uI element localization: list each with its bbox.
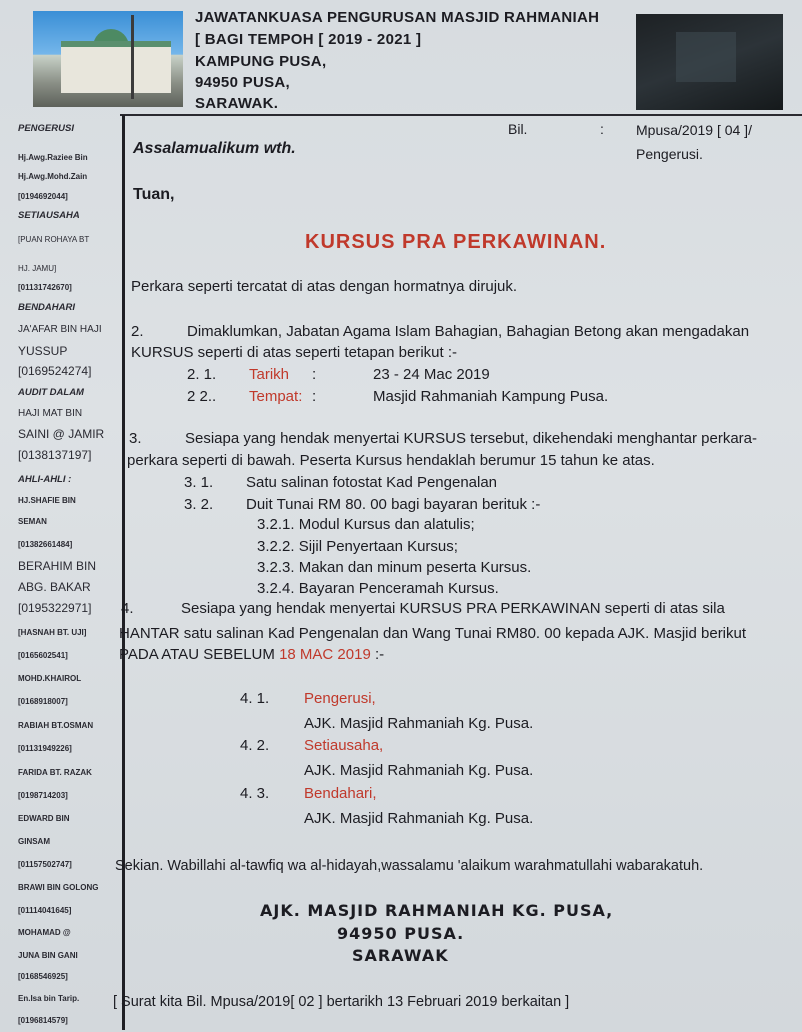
side-line: [01157502747] — [18, 860, 72, 869]
side-ahli: AHLI-AHLI : — [18, 474, 72, 485]
para-4-number: 4. — [121, 600, 134, 617]
item-3-2-text: Duit Tunai RM 80. 00 bagi bayaran berituk :- — [246, 496, 541, 513]
letterhead-line-1: JAWATANKUASA PENGURUSAN MASJID RAHMANIAH — [195, 9, 600, 26]
para-2-line-2: KURSUS seperti di atas seperti tetapan berikut :- — [131, 344, 457, 361]
side-line: [0195322971] — [18, 601, 92, 615]
side-audit: AUDIT DALAM — [18, 387, 84, 398]
side-line: [0196814579] — [18, 1016, 68, 1025]
side-line: EDWARD BIN — [18, 814, 70, 823]
side-line: RABIAH BT.OSMAN — [18, 721, 94, 730]
side-line: [0169524274] — [18, 364, 92, 378]
side-pengerusi: PENGERUSI — [18, 123, 74, 134]
salutation: Assalamualikum wth. — [133, 140, 296, 157]
side-bendahari: BENDAHARI — [18, 302, 75, 313]
para-4-line-3 — [119, 646, 384, 663]
item-4-3-number: 4. 3. — [240, 785, 270, 802]
letterhead-line-4: 94950 PUSA, — [195, 74, 291, 91]
item-2-1-colon: : — [312, 366, 317, 383]
reference-number: Mpusa/2019 [ 04 ]/ — [636, 122, 752, 138]
side-line: [01114041645] — [18, 906, 72, 915]
mosque-photo — [33, 11, 183, 107]
side-line: BRAWI BIN GOLONG — [18, 883, 99, 892]
reference-role: Pengerusi. — [636, 146, 703, 162]
side-line: BERAHIM BIN — [18, 559, 97, 573]
side-line: [0198714203] — [18, 791, 68, 800]
para-3-line-2: perkara seperti di bawah. Peserta Kursus hendaklah berumur 15 tahun ke atas. — [127, 452, 655, 469]
bil-label: Bil. — [508, 121, 528, 137]
side-line: MOHD.KHAIROL — [18, 674, 82, 683]
side-line: ABG. BAKAR — [18, 580, 91, 594]
side-line: [HASNAH BT. UJI] — [18, 628, 87, 637]
letter-title: KURSUS PRA PERKAWINAN. — [305, 231, 607, 253]
signature-line-2: 94950 PUSA. — [337, 924, 465, 943]
para-4-deadline-suffix: :- — [374, 646, 385, 663]
signature-line-1: AJK. MASJID RAHMANIAH KG. PUSA, — [260, 901, 614, 920]
side-setiausaha: SETIAUSAHA — [18, 210, 80, 221]
side-line: SAINI @ JAMIR — [18, 427, 105, 441]
para-4-line-2: HANTAR satu salinan Kad Pengenalan dan Wang Tunai RM80. 00 kepada AJK. Masjid berikut — [119, 625, 747, 642]
para-3-line-1: Sesiapa yang hendak menyertai KURSUS tersebut, dikehendaki menghantar perkara- — [185, 430, 757, 447]
side-line: YUSSUP — [18, 344, 68, 358]
side-line: [0194692044] — [18, 192, 68, 201]
item-3-1-number: 3. 1. — [184, 474, 214, 491]
para-4-line-1: Sesiapa yang hendak menyertai KURSUS PRA PERKAWINAN seperti di atas sila — [181, 600, 725, 617]
item-3-2-1: 3.2.1. Modul Kursus dan alatulis; — [257, 516, 475, 533]
letterhead-line-2: [ BAGI TEMPOH [ 2019 - 2021 ] — [195, 31, 422, 48]
side-line: [0138137197] — [18, 448, 92, 462]
para-2-line-1: Dimaklumkan, Jabatan Agama Islam Bahagian, Bahagian Betong akan mengadakan — [187, 323, 750, 340]
signature-line-3: SARAWAK — [352, 946, 449, 965]
para-3-number: 3. — [129, 430, 142, 447]
side-line: [0168546925] — [18, 972, 68, 981]
item-3-2-3: 3.2.3. Makan dan minum peserta Kursus. — [257, 559, 532, 576]
item-3-2-number: 3. 2. — [184, 496, 214, 513]
item-4-2-role: Setiausaha, — [304, 737, 384, 754]
para-4-deadline-prefix: PADA ATAU SEBELUM — [119, 646, 275, 663]
para-4-deadline-date: 18 MAC 2019 — [279, 646, 371, 663]
item-4-3-org: AJK. Masjid Rahmaniah Kg. Pusa. — [304, 810, 534, 827]
side-line: [PUAN ROHAYA BT — [18, 235, 90, 244]
side-line: HJ.SHAFIE BIN — [18, 496, 76, 505]
bil-colon: : — [600, 121, 604, 137]
item-4-1-org: AJK. Masjid Rahmaniah Kg. Pusa. — [304, 715, 534, 732]
item-3-2-2: 3.2.2. Sijil Penyertaan Kursus; — [257, 538, 458, 555]
item-4-3-role: Bendahari, — [304, 785, 377, 802]
item-2-2-number: 2 2.. — [187, 388, 217, 405]
letterhead-line-3: KAMPUNG PUSA, — [195, 53, 327, 70]
sidebar-divider — [122, 115, 125, 1030]
side-line: Hj.Awg.Raziee Bin — [18, 153, 88, 162]
side-line: [0165602541] — [18, 651, 68, 660]
addressee: Tuan, — [133, 186, 175, 203]
side-line: JA'AFAR BIN HAJI — [18, 324, 102, 335]
dark-photo — [636, 14, 783, 110]
item-2-1-label: Tarikh — [249, 366, 290, 383]
side-line: En.Isa bin Tarip. — [18, 994, 80, 1003]
header-divider — [120, 114, 802, 116]
side-line: Hj.Awg.Mohd.Zain — [18, 172, 88, 181]
item-2-2-value: Masjid Rahmaniah Kampung Pusa. — [373, 388, 609, 405]
letterhead-line-5: SARAWAK. — [195, 95, 279, 112]
item-4-2-number: 4. 2. — [240, 737, 270, 754]
side-line: [0168918007] — [18, 697, 68, 706]
item-3-2-4: 3.2.4. Bayaran Penceramah Kursus. — [257, 580, 499, 597]
item-4-1-role: Pengerusi, — [304, 690, 376, 707]
footer-reference: [ Surat kita Bil. Mpusa/2019[ 02 ] bertarikh 13 Februari 2019 berkaitan ] — [113, 994, 570, 1010]
item-3-1-text: Satu salinan fotostat Kad Pengenalan — [246, 474, 498, 491]
item-4-2-org: AJK. Masjid Rahmaniah Kg. Pusa. — [304, 762, 534, 779]
item-2-1-number: 2. 1. — [187, 366, 217, 383]
side-line: HJ. JAMU] — [18, 264, 57, 273]
item-2-2-colon: : — [312, 388, 317, 405]
side-line: [01131742670] — [18, 283, 72, 292]
item-4-1-number: 4. 1. — [240, 690, 270, 707]
side-line: JUNA BIN GANI — [18, 951, 78, 960]
side-line: SEMAN — [18, 517, 47, 526]
intro-text: Perkara seperti tercatat di atas dengan hormatnya dirujuk. — [131, 278, 518, 295]
side-line: HAJI MAT BIN — [18, 408, 83, 419]
side-line: [01131949226] — [18, 744, 72, 753]
para-2-number: 2. — [131, 323, 144, 340]
side-line: FARIDA BT. RAZAK — [18, 768, 92, 777]
item-2-1-value: 23 - 24 Mac 2019 — [373, 366, 490, 383]
side-line: GINSAM — [18, 837, 50, 846]
side-line: [01382661484] — [18, 540, 73, 549]
item-2-2-label: Tempat: — [249, 388, 303, 405]
side-line: MOHAMAD @ — [18, 928, 71, 937]
closing-text: Sekian. Wabillahi al-tawfiq wa al-hidayah,wassalamu 'alaikum warahmatullahi wabarakatuh. — [115, 858, 704, 874]
